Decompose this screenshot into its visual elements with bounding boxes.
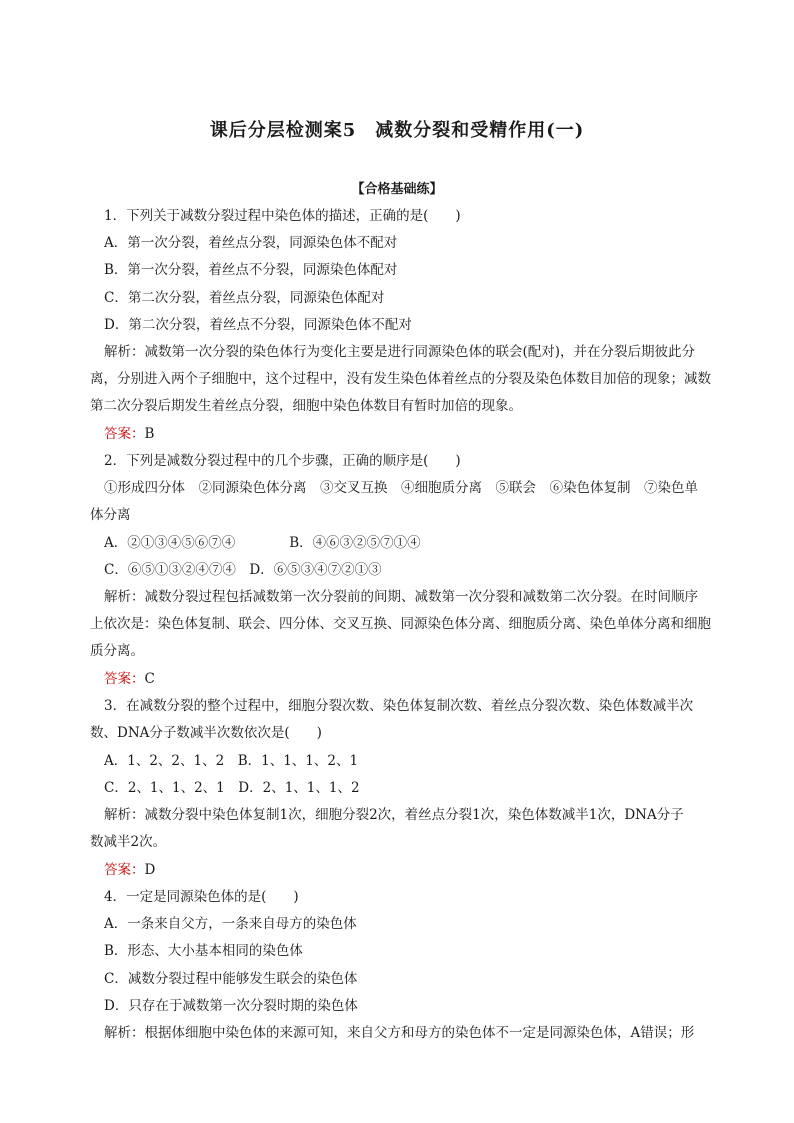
q2-explanation-3: 质分离。 — [90, 643, 144, 659]
q3-options-cd: C．2、1、1、2、1 D．2、1、1、1、2 — [104, 780, 360, 796]
q4-option-b: B．形态、大小基本相同的染色体 — [104, 943, 303, 959]
q2-options-cd: C．⑥⑤①③②④⑦④ D．⑥⑤③④⑦②①③ — [104, 562, 382, 578]
q3-explanation-2: 数减半2次。 — [90, 834, 167, 850]
question-2: 2．下列是减数分裂过程中的几个步骤，正确的顺序是( ) — [104, 453, 461, 469]
answer-label: 答案： — [104, 671, 145, 687]
question-3-1: 3．在减数分裂的整个过程中，细胞分裂次数、染色体复制次数、着丝点分裂次数、染色体数减半次 — [104, 698, 694, 714]
q4-explanation-1: 解析：根据体细胞中染色体的来源可知，来自父方和母方的染色体不一定是同源染色体，A错误；形 — [104, 1025, 695, 1041]
q1-option-b: B．第一次分裂，着丝点不分裂，同源染色体配对 — [104, 262, 398, 278]
q3-options-ab: A．1、2、2、1、2 B．1、1、1、2、1 — [104, 753, 359, 769]
q3-explanation-1: 解析：减数分裂中染色体复制1次，细胞分裂2次，着丝点分裂1次，染色体数减半1次，DNA分子 — [104, 807, 684, 823]
q1-option-d: D．第二次分裂，着丝点不分裂，同源染色体不配对 — [104, 317, 412, 333]
q2-options-ab: A．②①③④⑤⑥⑦④ B．④⑥③②⑤⑦①④ — [104, 535, 421, 551]
q4-option-c: C．减数分裂过程中能够发生联会的染色体 — [104, 971, 358, 987]
q2-explanation-2: 上依次是：染色体复制、联会、四分体、交叉互换、同源染色体分离、细胞质分离、染色单体分离和细胞 — [90, 616, 711, 632]
section-heading: 【合格基础练】 — [351, 182, 443, 197]
q2-steps-2: 体分离 — [90, 507, 131, 523]
q2-explanation-1: 解析：减数分裂过程包括减数第一次分裂前的间期、减数第一次分裂和减数第二次分裂。在时间顺序 — [104, 589, 698, 605]
q1-explanation-2: 离，分别进入两个子细胞中，这个过程中，没有发生染色体着丝点的分裂及染色体数目加倍的现象；减数 — [90, 371, 711, 387]
q1-option-c: C．第二次分裂，着丝点分裂，同源染色体配对 — [104, 290, 385, 306]
q2-answer — [104, 670, 155, 688]
answer-value: B — [144, 426, 155, 442]
q1-answer — [104, 425, 154, 443]
answer-label: 答案： — [104, 426, 145, 442]
q1-explanation-1: 解析：减数第一次分裂的染色体行为变化主要是进行同源染色体的联会(配对)，并在分裂后期彼此分 — [104, 344, 696, 360]
q4-option-a: A．一条来自父方，一条来自母方的染色体 — [104, 916, 357, 932]
question-3-2: 数、DNA分子数减半次数依次是( ) — [90, 725, 322, 741]
q1-explanation-3: 第二次分裂后期发生着丝点分裂，细胞中染色体数目有暂时加倍的现象。 — [90, 398, 522, 414]
answer-label: 答案： — [104, 862, 145, 878]
answer-value: C — [144, 671, 155, 687]
q1-option-a: A．第一次分裂，着丝点分裂，同源染色体不配对 — [104, 235, 398, 251]
question-4: 4．一定是同源染色体的是( ) — [104, 889, 299, 905]
page-title: 课后分层检测案5 减数分裂和受精作用(一) — [209, 120, 585, 141]
q3-answer — [104, 861, 155, 879]
q4-option-d: D．只存在于减数第一次分裂时期的染色体 — [104, 998, 358, 1014]
answer-value: D — [144, 862, 156, 878]
question-1: 1．下列关于减数分裂过程中染色体的描述，正确的是( ) — [104, 208, 461, 224]
q2-steps-1: ①形成四分体 ②同源染色体分离 ③交叉互换 ④细胞质分离 ⑤联会 ⑥染色体复制 ⑦染色单 — [104, 480, 698, 496]
